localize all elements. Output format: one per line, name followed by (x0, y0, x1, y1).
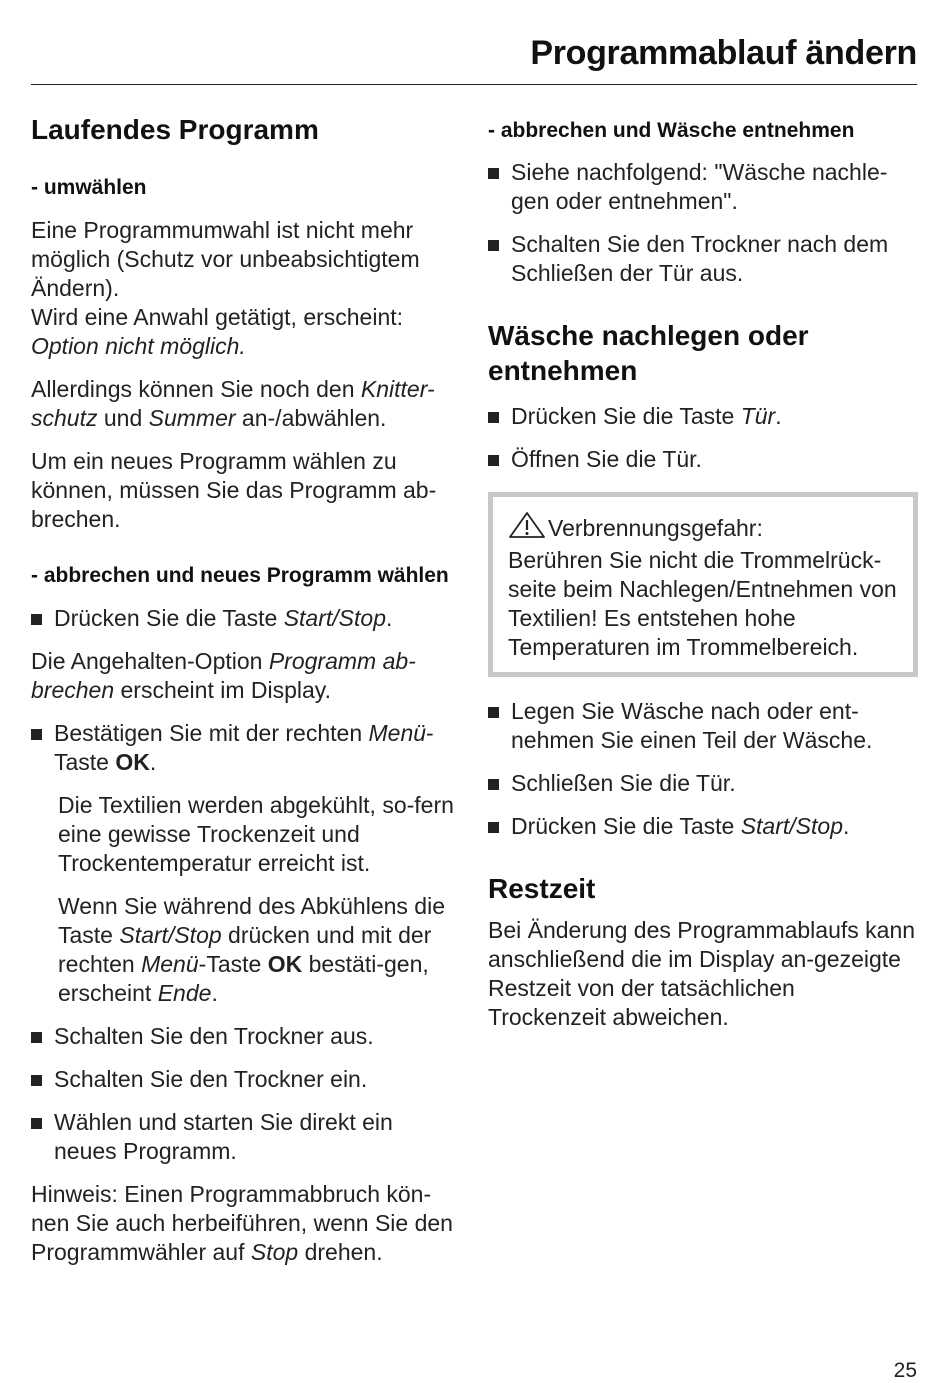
key-start-stop: Start/Stop (119, 922, 222, 948)
heading-restzeit: Restzeit (488, 873, 596, 904)
paragraph-umwahl-text: Eine Programmumwahl ist nicht mehr möglich (Schutz vor unbeabsichtigtem Ändern). (31, 217, 420, 301)
display-message-option: Option nicht möglich. (31, 333, 246, 359)
paragraph-waehrend-abkuehlen (31, 892, 459, 1008)
warning-title-text: Verbrennungsgefahr: (548, 515, 763, 541)
list-item-trockner-aus-nach-tuer: Schalten Sie den Trockner nach dem Schließen der Tür aus. (488, 230, 918, 288)
list-item-start-stop-druecken (488, 812, 918, 841)
warning-text: Berühren Sie nicht die Trommelrück-seite beim Nachlegen/Entnehmen von Textilien! Es entstehen hohe Temperaturen im Trommelbereich. (508, 547, 897, 660)
page-title: Programmablauf ändern (530, 34, 917, 72)
option-summer: Summer (148, 405, 236, 431)
right-column (488, 112, 918, 1032)
warning-triangle-icon (508, 511, 546, 546)
text-fragment: Hinweis: Einen Programmabbruch kön-nen Sie auch herbeiführen, wenn Sie den Programmwähler auf (31, 1181, 453, 1265)
list-item-taste-tuer (488, 402, 918, 431)
paragraph-restzeit: Bei Änderung des Programmablaufs kann anschließend die im Display an-gezeigte Restzeit von der tatsächlichen Trockenzeit abweichen. (488, 917, 916, 1030)
text-fragment: drücken und mit der rechten (58, 922, 432, 977)
key-ok: OK (115, 749, 150, 775)
text-fragment: -Taste (54, 720, 434, 775)
list-item-neues-programm: Wählen und starten Sie direkt ein neues Programm. (31, 1108, 459, 1166)
text-fragment: . (842, 813, 850, 839)
paragraph-neues-programm: Um ein neues Programm wählen zu können, müssen Sie das Programm ab-brechen. (31, 448, 437, 532)
paragraph-abkuehlen: Die Textilien werden abgekühlt, so-fern eine gewisse Trockenzeit und Trockentemperatur erreicht ist. (58, 792, 454, 876)
list-item-trockner-ein: Schalten Sie den Trockner ein. (31, 1065, 459, 1094)
key-menue: Menü (368, 720, 427, 746)
key-ok: OK (267, 951, 303, 977)
text-fragment: Drücken Sie die Taste (511, 813, 741, 839)
key-start-stop: Start/Stop (283, 605, 386, 631)
list-item-waesche-nachlegen: Legen Sie Wäsche nach oder ent-nehmen Sie einen Teil der Wäsche. (488, 697, 918, 755)
subheading-abbrechen-neues-programm: - abbrechen und neues Programm wählen (31, 564, 449, 587)
key-tuer: Tür (740, 403, 776, 429)
text-fragment: Bestätigen Sie mit der rechten (54, 720, 369, 746)
list-item-tuer-oeffnen: Öffnen Sie die Tür. (488, 445, 918, 474)
text-fragment: Drücken Sie die Taste (54, 605, 284, 631)
subheading-abbrechen-entnehmen: - abbrechen und Wäsche entnehmen (488, 119, 855, 142)
paragraph-allerdings (31, 375, 459, 433)
title-divider (31, 84, 917, 85)
text-fragment: Die Angehalten-Option (31, 648, 269, 674)
selector-position-stop: Stop (250, 1239, 299, 1265)
text-fragment: -Taste (198, 951, 268, 977)
list-item-bestaetigen (31, 719, 459, 777)
heading-laufendes-programm: Laufendes Programm (31, 114, 319, 145)
text-fragment: . (211, 980, 218, 1006)
key-menue: Menü (141, 951, 199, 977)
paragraph-umwahl (31, 216, 459, 361)
text-fragment: Wenn Sie während des Abkühlens die Taste (58, 893, 446, 948)
paragraph-angehalten-option (31, 647, 459, 705)
heading-waesche-nachlegen: Wäsche nachlegen oder entnehmen (488, 320, 809, 386)
option-knitterschutz: Knitter-schutz (31, 376, 435, 431)
list-item-tuer-schliessen: Schließen Sie die Tür. (488, 769, 918, 798)
page-number: 25 (893, 1359, 917, 1382)
text-fragment: an-/abwählen. (235, 405, 387, 431)
left-column (31, 112, 459, 1267)
text-fragment: erscheint im Display. (114, 677, 331, 703)
text-fragment: . (385, 605, 393, 631)
warning-box (488, 492, 918, 677)
paragraph-umwahl-line2: Wird eine Anwahl getätigt, erscheint: (31, 304, 404, 330)
list-item-trockner-aus: Schalten Sie den Trockner aus. (31, 1022, 459, 1051)
text-fragment: . (775, 403, 782, 429)
subheading-umwaehlen: - umwählen (31, 176, 147, 199)
text-fragment: drehen. (298, 1239, 383, 1265)
key-start-stop: Start/Stop (740, 813, 843, 839)
option-programm-abbrechen: Programm ab-brechen (31, 648, 416, 703)
text-fragment: . (149, 749, 157, 775)
paragraph-hinweis (31, 1180, 459, 1267)
warning-title (508, 511, 899, 546)
list-item-siehe-nachfolgend: Siehe nachfolgend: "Wäsche nachle-gen oder entnehmen". (488, 158, 918, 216)
list-item-start-stop (31, 604, 459, 633)
text-fragment: und (97, 405, 149, 431)
text-fragment: bestäti-gen, erscheint (58, 951, 429, 1006)
text-fragment: Allerdings können Sie noch den (31, 376, 361, 402)
text-fragment: Drücken Sie die Taste (511, 403, 741, 429)
display-message-ende: Ende (157, 980, 212, 1006)
